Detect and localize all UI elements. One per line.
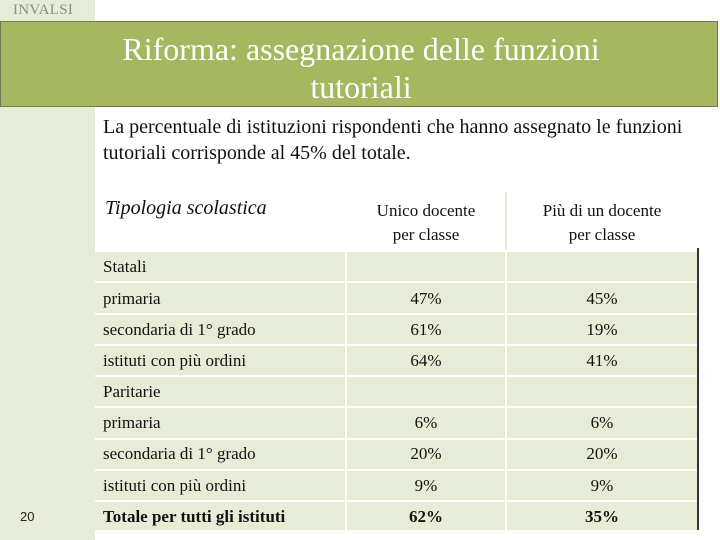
value-unico: 61% <box>410 320 442 339</box>
section-label-paritarie: Paritarie <box>103 382 161 401</box>
row-label: secondaria di 1° grado <box>103 320 256 339</box>
column-header-unico <box>347 199 505 247</box>
column-header-unico-line1: Unico docente <box>376 201 476 220</box>
data-table <box>95 192 697 530</box>
value-unico: 6% <box>414 413 438 432</box>
total-value-unico: 62% <box>409 507 443 526</box>
grid-line <box>95 375 697 377</box>
page-number: 20 <box>20 509 35 524</box>
value-piu: 19% <box>586 320 618 339</box>
page-title <box>61 30 661 106</box>
value-unico: 9% <box>414 476 438 495</box>
column-header-unico-line2: per classe <box>392 225 460 244</box>
header-cell-piu <box>507 192 697 250</box>
title-bar <box>0 21 718 107</box>
value-unico: 20% <box>410 444 442 463</box>
value-unico: 47% <box>410 289 442 308</box>
grid-line <box>95 281 697 283</box>
row-label: secondaria di 1° grado <box>103 444 256 463</box>
title-line-1: Riforma: assegnazione delle funzioni <box>122 31 600 67</box>
total-row-label: Totale per tutti gli istituti <box>103 507 286 526</box>
title-line-2: tutoriali <box>310 69 412 105</box>
row-label: istituti con più ordini <box>103 351 247 370</box>
grid-line <box>95 469 697 471</box>
column-header-piu-line1: Più di un docente <box>542 201 662 220</box>
row-label: primaria <box>103 289 161 308</box>
grid-line <box>95 344 697 346</box>
table-right-border <box>697 248 699 530</box>
grid-line <box>95 438 697 440</box>
value-piu: 41% <box>586 351 618 370</box>
grid-line <box>95 406 697 408</box>
column-header-piu-line2: per classe <box>568 225 636 244</box>
intro-text: La percentuale di istituzioni rispondenti che hanno assegnato le funzioni tutoriali corrisponde al 45% del totale. <box>103 116 683 164</box>
value-piu: 20% <box>586 444 618 463</box>
section-label-statali: Statali <box>103 257 147 276</box>
row-label: istituti con più ordini <box>103 476 247 495</box>
grid-line <box>95 500 697 502</box>
value-piu: 9% <box>590 476 614 495</box>
row-label: primaria <box>103 413 161 432</box>
value-unico: 64% <box>410 351 442 370</box>
total-value-piu: 35% <box>585 507 619 526</box>
grid-line <box>95 250 697 252</box>
column-header-tipologia: Tipologia scolastica <box>105 197 267 219</box>
value-piu: 6% <box>590 413 614 432</box>
value-piu: 45% <box>586 289 618 308</box>
brand-label: INVALSI <box>13 2 74 18</box>
header-cell-tipologia <box>95 192 347 250</box>
grid-line <box>95 313 697 315</box>
column-header-piu <box>507 199 697 247</box>
header-cell-unico <box>347 192 505 250</box>
